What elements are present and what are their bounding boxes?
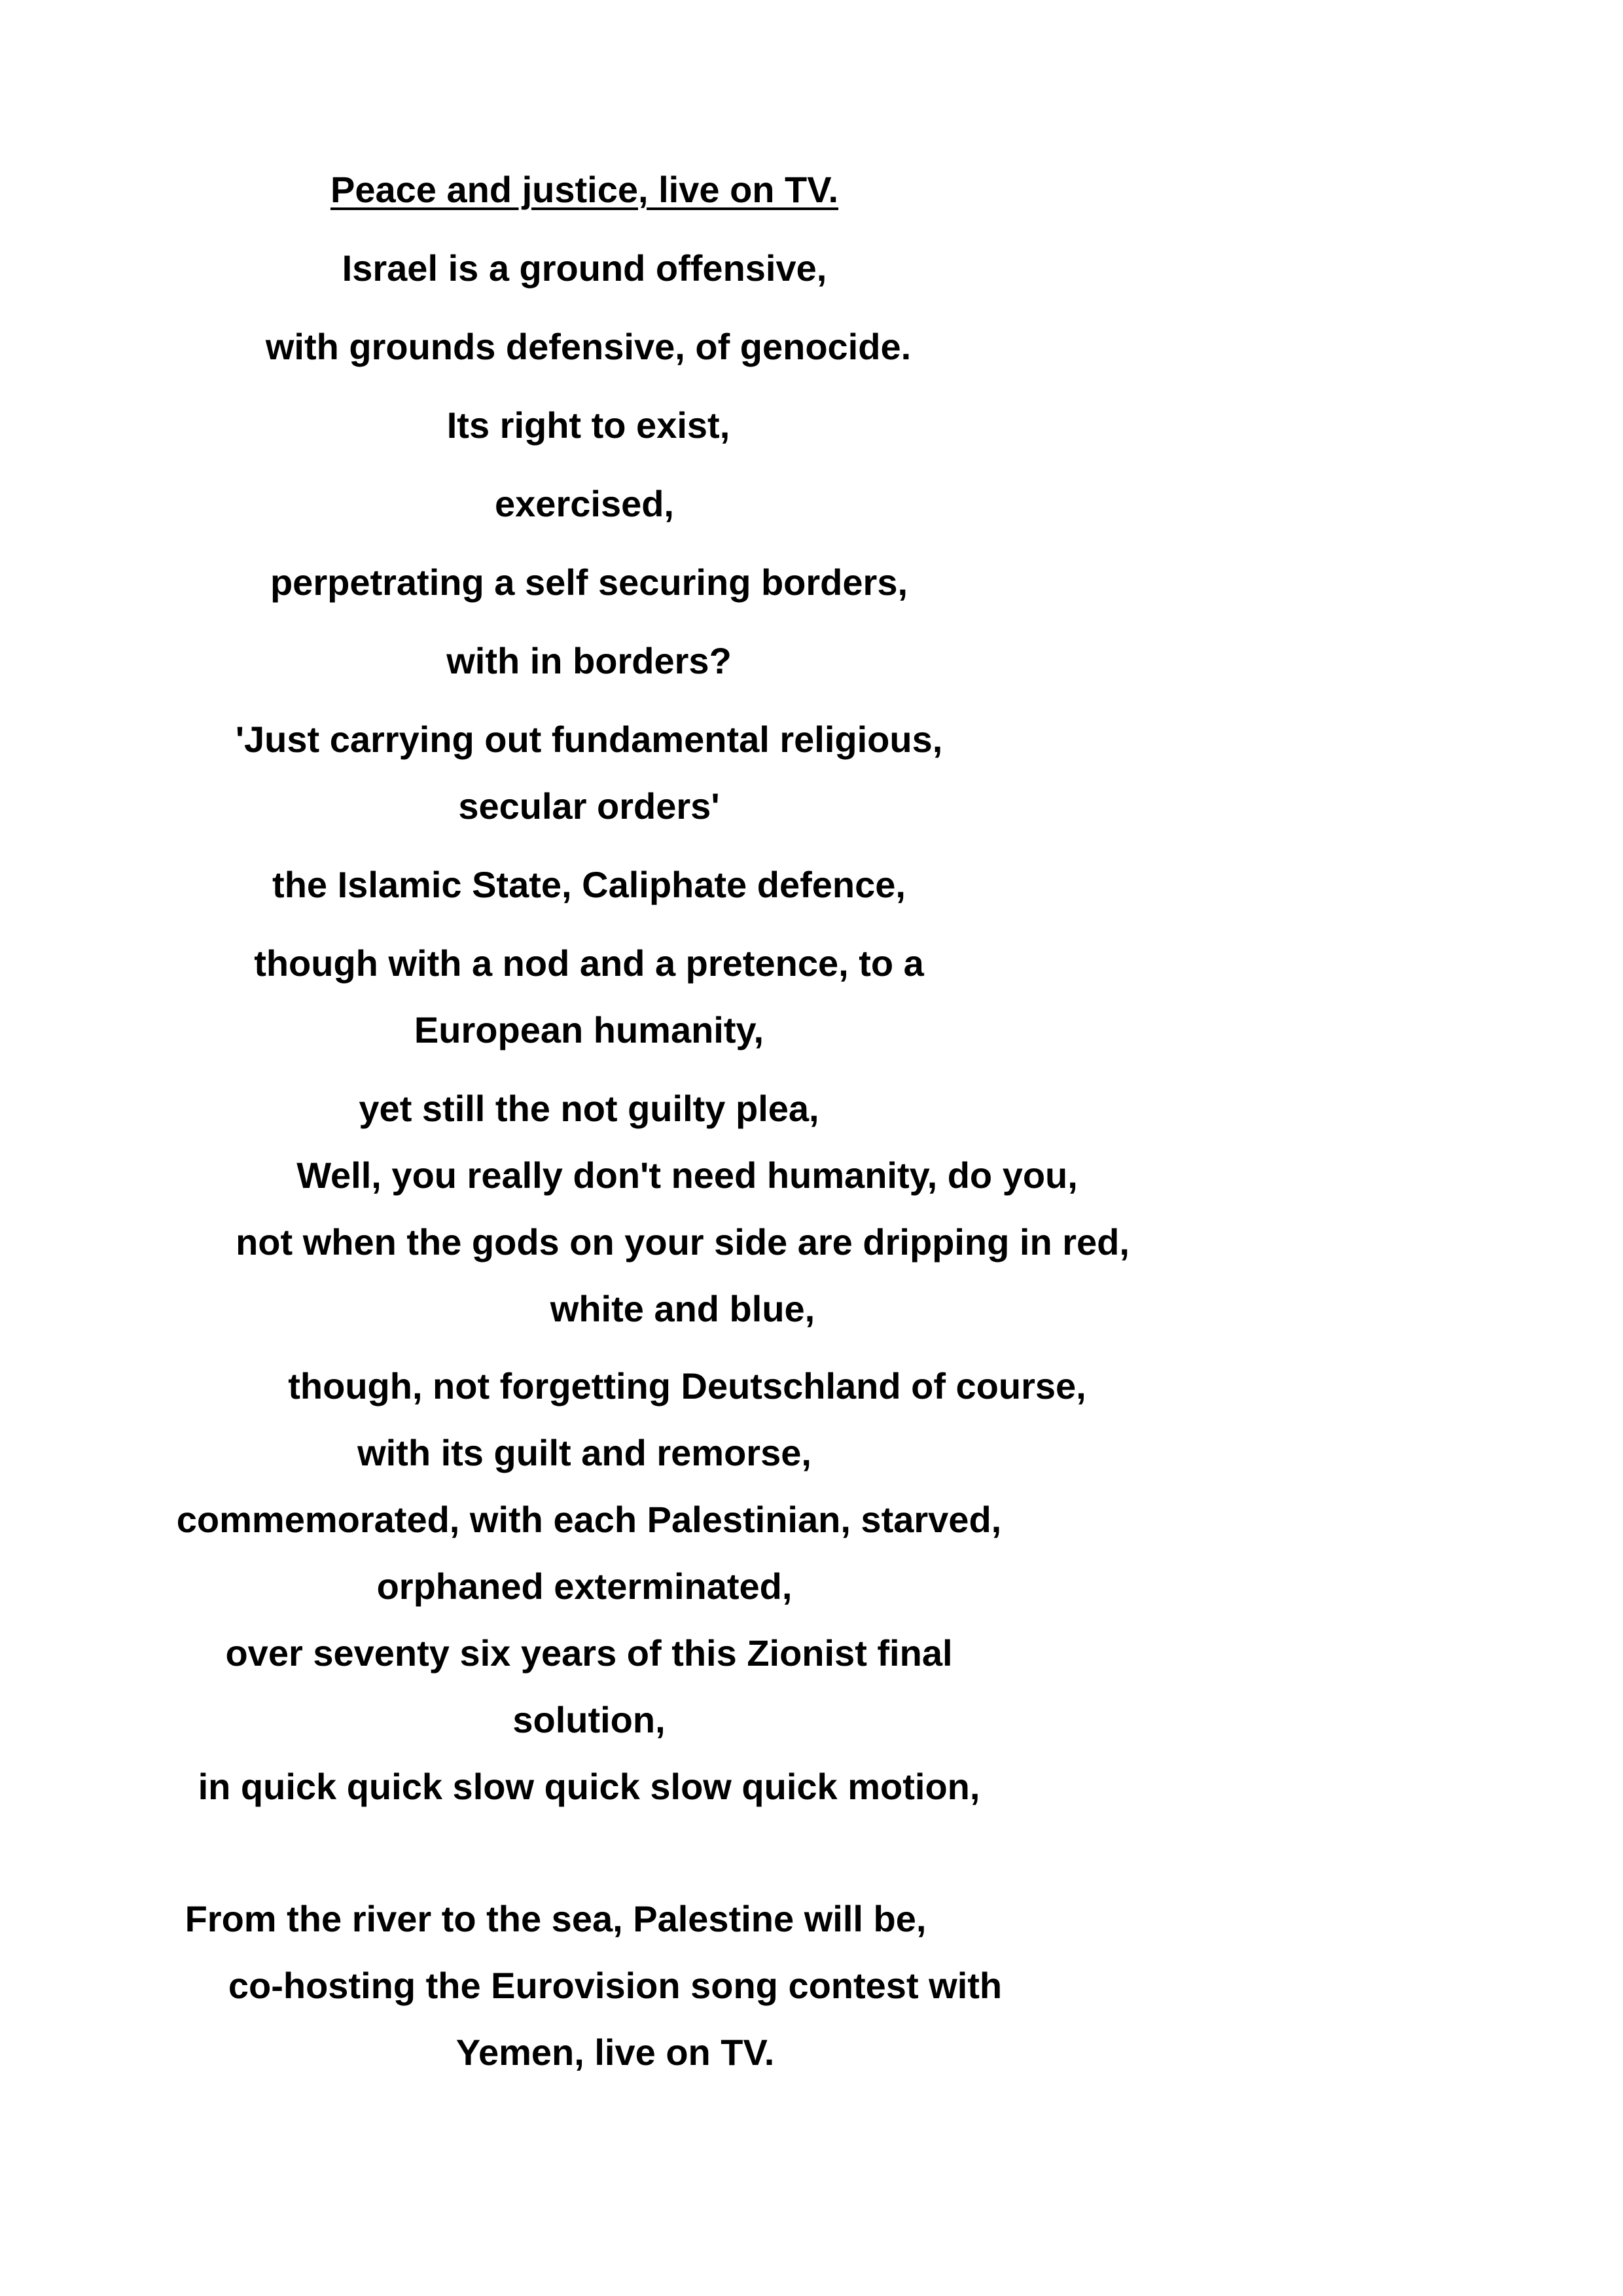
poem-line: orphaned exterminated, bbox=[376, 1566, 793, 1607]
poem-line: with its guilt and remorse, bbox=[357, 1432, 812, 1473]
poem-line: secular orders' bbox=[458, 785, 720, 827]
poem-line: with grounds defensive, of genocide. bbox=[265, 326, 912, 367]
poem-line: not when the gods on your side are dripping in red, bbox=[236, 1221, 1130, 1263]
poem-line: Yemen, live on TV. bbox=[455, 2032, 775, 2073]
poem-line: white and blue, bbox=[550, 1288, 815, 1329]
poem-line: solution, bbox=[512, 1699, 666, 1740]
poem-line: over seventy six years of this Zionist final bbox=[225, 1632, 953, 1674]
poem-line: perpetrating a self securing borders, bbox=[270, 562, 908, 603]
poem-line: Its right to exist, bbox=[446, 404, 730, 446]
poem-line: Israel is a ground offensive, bbox=[342, 247, 827, 289]
poem-line: though, not forgetting Deutschland of course, bbox=[288, 1365, 1086, 1407]
poem-line: exercised, bbox=[495, 483, 674, 524]
poem-line: From the river to the sea, Palestine will be, bbox=[185, 1898, 927, 1939]
poem-line: in quick quick slow quick slow quick motion, bbox=[198, 1766, 980, 1807]
poem-line: with in borders? bbox=[446, 640, 732, 681]
poem-line: co-hosting the Eurovision song contest with bbox=[228, 1965, 1003, 2006]
poem-line: commemorated, with each Palestinian, starved, bbox=[176, 1499, 1002, 1540]
poem-line: 'Just carrying out fundamental religious, bbox=[235, 719, 943, 760]
poem-line: the Islamic State, Caliphate defence, bbox=[272, 864, 906, 905]
poem-line: though with a nod and a pretence, to a bbox=[254, 942, 924, 984]
poem-title: Peace and justice, live on TV. bbox=[330, 169, 839, 210]
poem-line: yet still the not guilty plea, bbox=[359, 1088, 819, 1129]
poem-line: Well, you really don't need humanity, do you, bbox=[296, 1155, 1078, 1196]
poem-line: European humanity, bbox=[414, 1009, 764, 1050]
